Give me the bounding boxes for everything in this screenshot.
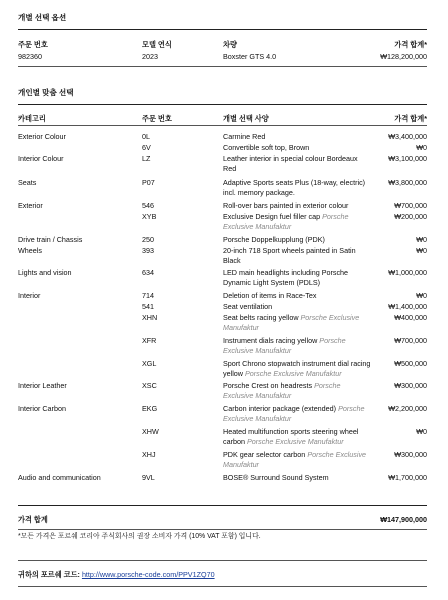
row-code: XSC: [142, 381, 157, 390]
row-code: 393: [142, 246, 154, 255]
total-value: ₩147,900,000: [380, 515, 427, 524]
manufaktur-note: Porsche Exclusive Manufaktur: [223, 313, 360, 333]
row-category: Drive train / Chassis: [18, 235, 83, 244]
row-description: Seat ventilation: [223, 302, 273, 311]
row-category: Exterior: [18, 201, 43, 210]
manufaktur-note: Porsche Exclusive Manufaktur: [244, 369, 342, 379]
row-code: XGL: [142, 359, 157, 368]
row-price: ₩2,200,000: [388, 404, 427, 413]
row-description: Deletion of items in Race-Tex: [223, 291, 317, 300]
row-price: ₩700,000: [394, 336, 427, 345]
row-price: ₩0: [416, 143, 427, 152]
row-code: XHW: [142, 427, 159, 436]
divider: [18, 29, 427, 30]
divider: [18, 505, 427, 506]
row-description: Roll-over bars painted in exterior colour: [223, 201, 349, 210]
row-description: Seat belts racing yellow Porsche Exclusive Manufaktur: [223, 313, 360, 333]
row-category: Interior Carbon: [18, 404, 66, 413]
header-price-total: 가격 합계*: [394, 40, 427, 49]
model-order-no: 982360: [18, 52, 42, 61]
row-category: Lights and vision: [18, 268, 72, 277]
divider: [18, 560, 427, 561]
header-order-no: 주문 번호: [18, 40, 48, 49]
row-price: ₩500,000: [394, 359, 427, 368]
row-price: ₩1,000,000: [388, 268, 427, 277]
divider: [18, 104, 427, 105]
row-description: Heated multifunction sports steering wheel carbon Porsche Exclusive Manufaktur: [223, 427, 359, 447]
row-code: XHN: [142, 313, 158, 322]
row-category: Seats: [18, 178, 37, 187]
row-category: Interior Leather: [18, 381, 67, 390]
model-year: 2023: [142, 52, 158, 61]
row-description: Sport Chrono stopwatch instrument dial racing yellow Porsche Exclusive Manufaktur: [223, 359, 371, 379]
row-code: 250: [142, 235, 154, 244]
row-price: ₩0: [416, 427, 427, 436]
row-category: Exterior Colour: [18, 132, 66, 141]
row-description: LED main headlights including Porsche Dynamic Light System (PDLS): [223, 268, 349, 288]
row-code: LZ: [142, 154, 151, 163]
row-code: XHJ: [142, 450, 156, 459]
row-code: 541: [142, 302, 154, 311]
row-category: Audio and communication: [18, 473, 101, 482]
header-order-no: 주문 번호: [142, 114, 172, 123]
model-vehicle: Boxster GTS 4.0: [223, 52, 277, 61]
divider: [18, 125, 427, 126]
manufaktur-note: Porsche Exclusive Manufaktur: [223, 212, 349, 232]
row-description: BOSE® Surround Sound System: [223, 473, 329, 482]
row-code: EKG: [142, 404, 158, 413]
row-description: Carbon interior package (extended) Porsche Exclusive Manufaktur: [223, 404, 365, 424]
total-label: 가격 합계: [18, 515, 48, 524]
section-title-options: 개별 선택 옵션: [18, 13, 67, 22]
porsche-code-link[interactable]: http://www.porsche-code.com/PPV1ZQ70: [81, 570, 215, 579]
row-price: ₩1,400,000: [388, 302, 427, 311]
porsche-code-label: 귀하의 포르쉐 코드:: [18, 570, 80, 579]
model-price: ₩128,200,000: [380, 52, 427, 61]
row-category: Interior: [18, 291, 41, 300]
row-code: 546: [142, 201, 154, 210]
row-description: Exclusive Design fuel filler cap Porsche Exclusive Manufaktur: [223, 212, 349, 232]
header-vehicle: 차량: [223, 40, 237, 49]
row-description: Porsche Crest on headrests Porsche Exclusive Manufaktur: [223, 381, 341, 401]
row-price: ₩3,800,000: [388, 178, 427, 187]
divider: [18, 529, 427, 530]
manufaktur-note: Porsche Exclusive Manufaktur: [246, 437, 344, 447]
porsche-code: [18, 570, 215, 580]
row-price: ₩200,000: [394, 212, 427, 221]
row-code: 6V: [142, 143, 151, 152]
row-price: ₩700,000: [394, 201, 427, 210]
divider: [18, 586, 427, 587]
header-model-year: 모델 연식: [142, 40, 172, 49]
row-price: ₩300,000: [394, 381, 427, 390]
row-price: ₩0: [416, 246, 427, 255]
divider: [18, 66, 427, 67]
row-code: 0L: [142, 132, 150, 141]
row-price: ₩3,400,000: [388, 132, 427, 141]
row-category: Wheels: [18, 246, 42, 255]
manufaktur-note: Porsche Exclusive Manufaktur: [223, 381, 341, 401]
header-description: 개별 선택 사양: [223, 114, 269, 123]
row-code: XYB: [142, 212, 157, 221]
row-price: ₩400,000: [394, 313, 427, 322]
row-description: Carmine Red: [223, 132, 266, 141]
row-price: ₩3,100,000: [388, 154, 427, 163]
row-description: Adaptive Sports seats Plus (18-way, electric) incl. memory package.: [223, 178, 366, 198]
row-code: 9VL: [142, 473, 155, 482]
row-price: ₩0: [416, 235, 427, 244]
row-code: XFR: [142, 336, 157, 345]
row-description: PDK gear selector carbon Porsche Exclusive Manufaktur: [223, 450, 367, 470]
section-title-personal: 개인별 맞춤 선택: [18, 88, 74, 97]
price-footnote: *모든 가격은 포르쉐 코리아 주식회사의 권장 소비자 가격 (10% VAT 포함) 입니다.: [18, 533, 261, 540]
row-price: ₩300,000: [394, 450, 427, 459]
row-code: 634: [142, 268, 154, 277]
manufaktur-note: Porsche Exclusive Manufaktur: [223, 336, 346, 356]
manufaktur-note: Porsche Exclusive Manufaktur: [223, 450, 367, 470]
row-description: Leather interior in special colour Bordeaux Red: [223, 154, 358, 174]
row-description: Convertible soft top, Brown: [223, 143, 310, 152]
header-category: 카테고리: [18, 114, 46, 123]
manufaktur-note: Porsche Exclusive Manufaktur: [223, 404, 365, 424]
row-description: Porsche Doppelkupplung (PDK): [223, 235, 325, 244]
row-code: 714: [142, 291, 154, 300]
row-description: Instrument dials racing yellow Porsche Exclusive Manufaktur: [223, 336, 346, 356]
row-price: ₩1,700,000: [388, 473, 427, 482]
row-description: 20-inch 718 Sport wheels painted in Satin Black: [223, 246, 356, 266]
row-code: P07: [142, 178, 155, 187]
row-category: Interior Colour: [18, 154, 64, 163]
header-price-total: 가격 합계*: [394, 114, 427, 123]
row-price: ₩0: [416, 291, 427, 300]
